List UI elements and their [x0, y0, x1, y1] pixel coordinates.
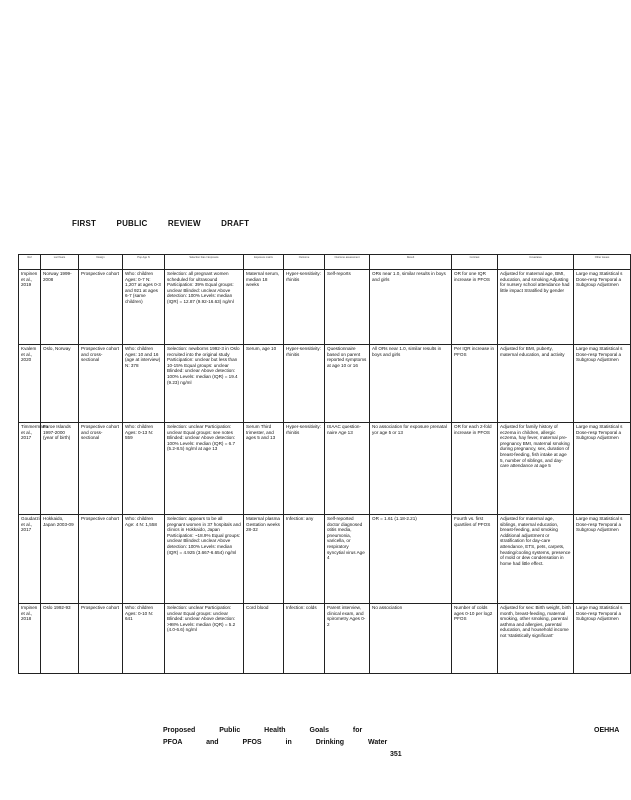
- table-row: [19, 345, 631, 423]
- cell-location: Norway 1999-2008: [41, 270, 79, 345]
- col-header: Exposure matrix: [244, 255, 284, 270]
- cell-selection: Selection: appears to be all pregnant women in 37 hospitals and clinics in Hokkaido, Japan Participation: ~18.9% Equal groups: unclear Blinded: unclear Above detection: 100% Levels: median (IQR) = 4.925 (3.667-6.654) ng/ml: [165, 515, 244, 604]
- cell-result: ORs near 1.0, similar results in boys and girls: [370, 270, 452, 345]
- cell-covariates: Adjusted for maternal age, BMI, education, and smoking Adjusting for nursery school attendance had little impact Stratified by gender: [498, 270, 574, 345]
- cell-covariates: Adjusted for sex: Birth weight, birth month, breast-feeding, maternal smoking, other smoking, parental asthma and allergies, parental education, and household income not 'statistically significant': [498, 604, 574, 674]
- col-header: Design: [79, 255, 123, 270]
- cell-matrix: Serum, age 10: [244, 345, 284, 423]
- col-header: Pop Age N: [123, 255, 165, 270]
- col-header: Other issues: [574, 255, 631, 270]
- cell-matrix: Maternal serum, median 18 weeks: [244, 270, 284, 345]
- cell-other: Large mag Statistical s Dose-resp Temporal a Subgroup Adjustmen: [574, 270, 631, 345]
- cell-matrix: Serum Third trimester, and ages 5 and 13: [244, 423, 284, 515]
- cell-assessment: Parent interview, clinical exam, and spirometry Ages 0-2: [325, 604, 370, 674]
- cell-design: Prospective cohort: [79, 515, 123, 604]
- cell-other: Large mag Statistical s Dose-resp Temporal a Subgroup Adjustmen: [574, 345, 631, 423]
- cell-other: Large mag Statistical s Dose-resp Temporal a Subgroup Adjustmen: [574, 515, 631, 604]
- cell-design: Prospective cohort and cross-sectional: [79, 423, 123, 515]
- cell-matrix: Cord blood: [244, 604, 284, 674]
- page-number: 351: [390, 751, 402, 758]
- cell-ref: Timmermann et al., 2017: [19, 423, 41, 515]
- cell-assessment: Questionnaire based on parent reported symptoms at age 10 or 16: [325, 345, 370, 423]
- cell-matrix: Maternal plasma Gestation weeks 28-32: [244, 515, 284, 604]
- cell-outcome: Infection: colds: [284, 604, 325, 674]
- cell-contrast: Number of colds ages 0-10 per log2 PFOS: [452, 604, 498, 674]
- cell-design: Prospective cohort: [79, 270, 123, 345]
- table-row: [19, 270, 631, 345]
- cell-population: Who: children Ages: 0-13 N: 559: [123, 423, 165, 515]
- cell-result: No association for exposure prenatal yor age 5 or 13: [370, 423, 452, 515]
- study-table: [18, 254, 631, 674]
- cell-covariates: Adjusted for family history of eczema in children, allergic eczema, hay fever, maternal pre-pregnancy BMI, maternal smoking during pregnancy, sex, duration of breast-feeding, fish intake at age 5, number of siblings, and day-care attendance at age 5: [498, 423, 574, 515]
- cell-selection: Selection: newborns 1992-3 in Oslo recruited into the original study Participation: unclear but less than 10-15% Equal groups: unclear Blinded: unclear Above detection: 100% Levels: median (IQR) = 19.4 (9.23) ng/ml: [165, 345, 244, 423]
- footer-title-line1: Proposed Public Health Goals for: [163, 727, 363, 734]
- cell-assessment: Self-reports: [325, 270, 370, 345]
- cell-population: Who: children Age: 4 N: 1,558: [123, 515, 165, 604]
- draft-header: FIRST PUBLIC REVIEW DRAFT: [72, 219, 250, 228]
- cell-ref: Impinen et al., 2019: [19, 270, 41, 345]
- cell-result: All ORs near 1.0, similar results in boys and girls: [370, 345, 452, 423]
- cell-result: OR = 1.61 (1.18-2.21): [370, 515, 452, 604]
- cell-design: Prospective cohort and cross-sectional: [79, 345, 123, 423]
- cell-population: Who: children Ages: 0-7 N: 1,207 at ages 0-3 and 921 at ages 6-7 (same children): [123, 270, 165, 345]
- cell-outcome: Hyper-sensitivity: rhinitis: [284, 345, 325, 423]
- cell-outcome: Hyper-sensitivity: rhinitis: [284, 423, 325, 515]
- col-header: Covariates: [498, 255, 574, 270]
- col-header: Ref: [19, 255, 41, 270]
- cell-location: Hokkaido, Japan 2003-09: [41, 515, 79, 604]
- cell-ref: Kvalem et al., 2020: [19, 345, 41, 423]
- col-header: Loc/Years: [41, 255, 79, 270]
- col-header: Result: [370, 255, 452, 270]
- table-header-row: [19, 255, 631, 270]
- cell-contrast: OR for one IQR increase in PFOS: [452, 270, 498, 345]
- cell-other: Large mag Statistical s Dose-resp Temporal a Subgroup Adjustmen: [574, 423, 631, 515]
- cell-location: Oslo 1992-93: [41, 604, 79, 674]
- col-header: Selection bias / Exposure: [165, 255, 244, 270]
- cell-contrast: Per IQR increase in PFOS: [452, 345, 498, 423]
- cell-population: Who: children Ages: 10 and 16 (age at interview) N: 378: [123, 345, 165, 423]
- cell-assessment: Self-reported doctor diagnosed otitis media, pneumonia, varicella, or respiratory syncytial virus Age 4: [325, 515, 370, 604]
- table-row: [19, 423, 631, 515]
- footer-title-line2: PFOA and PFOS in Drinking Water: [163, 739, 388, 746]
- cell-selection: Selection: unclear Participation: unclear Equal groups: unclear Blinded: unclear Above detection: >98% Levels: median (IQR) = 5.2 (4.0-6.6) ng/ml: [165, 604, 244, 674]
- footer-agency: OEHHA: [594, 727, 620, 734]
- cell-result: No association: [370, 604, 452, 674]
- col-header: Contrast: [452, 255, 498, 270]
- cell-other: Large mag Statistical s Dose-resp Temporal a Subgroup Adjustmen: [574, 604, 631, 674]
- col-header: Outcome: [284, 255, 325, 270]
- cell-population: Who: children Ages: 0-10 N: 641: [123, 604, 165, 674]
- cell-design: Prospective cohort: [79, 604, 123, 674]
- table-row: [19, 515, 631, 604]
- cell-outcome: Hyper-sensitivity: rhinitis: [284, 270, 325, 345]
- table-row: [19, 604, 631, 674]
- cell-assessment: ISAAC question-naire Age 13: [325, 423, 370, 515]
- cell-covariates: Adjusted for BMI, puberty, maternal education, and activity: [498, 345, 574, 423]
- cell-ref: Goudarzi et al., 2017: [19, 515, 41, 604]
- cell-contrast: Fourth vs. first quartiles of PFOS: [452, 515, 498, 604]
- cell-outcome: Infection: any: [284, 515, 325, 604]
- cell-ref: Impinen et al., 2018: [19, 604, 41, 674]
- cell-location: Oslo, Norway: [41, 345, 79, 423]
- cell-selection: Selection: unclear Participation: unclear Equal groups: see notes Blinded: unclear Above detection: 100% Levels: median (IQR) = 6.7 (5.2-8.5) ng/ml at age 13: [165, 423, 244, 515]
- cell-selection: Selection: all pregnant women scheduled for ultrasound Participation: 39% Equal groups: unclear Blinded: unclear Above detection: 100% Levels: median (IQR) = 12.87 (9.92-16.63) ng/ml: [165, 270, 244, 345]
- cell-covariates: Adjusted for maternal age, siblings, maternal education, breast-feeding, and smoking Additional adjustment or stratification for day-care attendance, ETS, pets, carpets, heating/cooling systems, presence of mold or dew condensation in home had little effect.: [498, 515, 574, 604]
- cell-contrast: OR for each 2-fold increase in PFOS: [452, 423, 498, 515]
- col-header: Outcome assessment: [325, 255, 370, 270]
- cell-location: Faroe Islands 1997-2000 (year of birth): [41, 423, 79, 515]
